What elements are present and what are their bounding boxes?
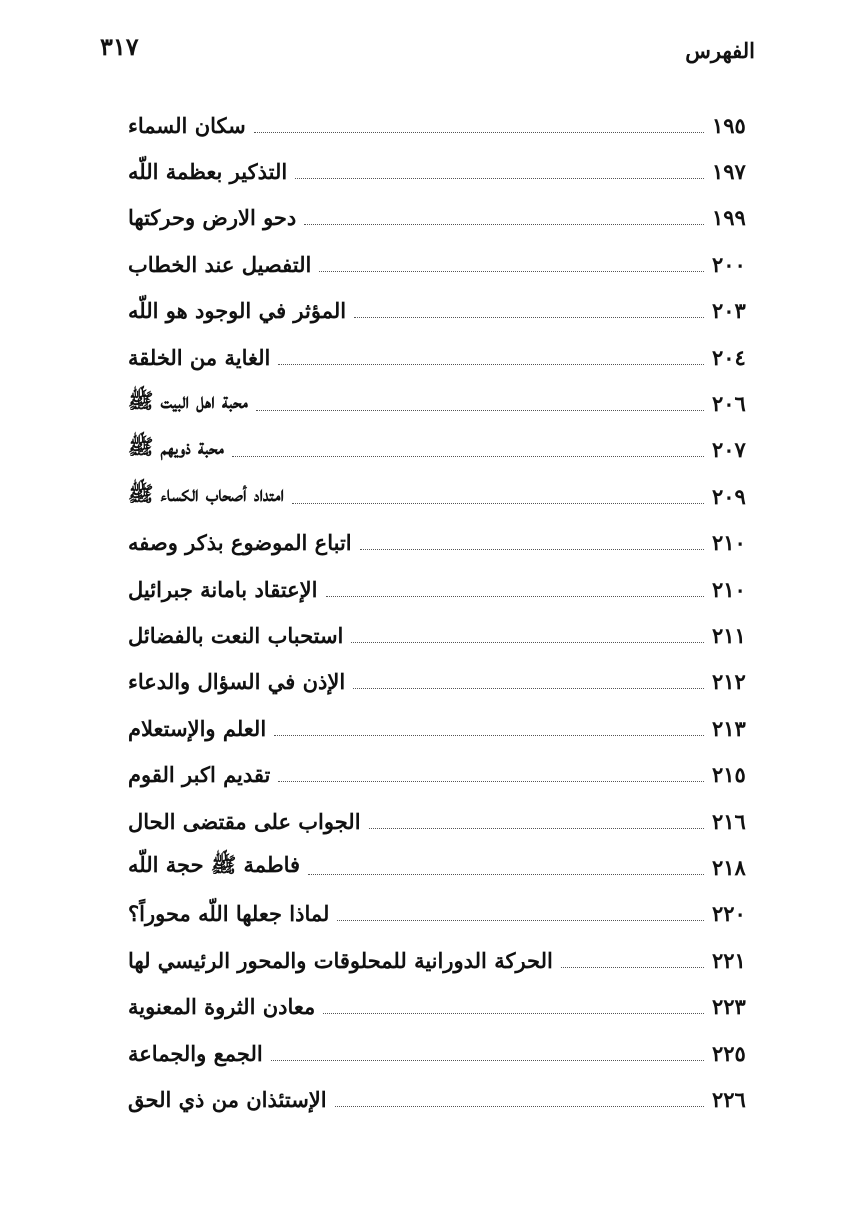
toc-entry-title: الجواب على مقتضى الحال bbox=[128, 808, 361, 834]
toc-entry-page: ٢٠٠ bbox=[712, 251, 746, 277]
dot-leader bbox=[335, 1106, 704, 1107]
toc-entry-page: ٢١٠ bbox=[712, 576, 746, 602]
dot-leader bbox=[360, 549, 704, 550]
toc-entry-title: معادن الثروة المعنوية bbox=[128, 994, 316, 1020]
toc-entry-page: ٢١٦ bbox=[712, 808, 746, 834]
toc-entry-title: الإذن في السؤال والدعاء bbox=[128, 669, 346, 695]
dot-leader bbox=[232, 456, 704, 457]
toc-entry-title: سكان السماء bbox=[128, 112, 246, 138]
toc-entry bbox=[128, 844, 760, 890]
page-number: ٣١٧ bbox=[100, 32, 139, 61]
dot-leader bbox=[278, 781, 704, 782]
dot-leader bbox=[337, 920, 704, 921]
toc-entry-title: المؤثر في الوجود هو اللّه bbox=[128, 298, 347, 324]
toc-entry-page: ٢١٥ bbox=[712, 762, 746, 788]
toc-entry-title: التذكير بعظمة اللّه bbox=[128, 159, 288, 185]
toc-entry-page: ١٩٥ bbox=[712, 112, 746, 138]
dot-leader bbox=[561, 967, 704, 968]
toc-entry bbox=[128, 798, 760, 844]
dot-leader bbox=[254, 132, 704, 133]
toc-entry bbox=[128, 891, 760, 937]
toc-entry bbox=[128, 751, 760, 797]
toc-entry-title: امتداد أصحاب الكساء ﷺ bbox=[128, 480, 284, 506]
toc-entry bbox=[128, 1076, 760, 1122]
toc-entry-page: ٢٢٥ bbox=[712, 1040, 746, 1066]
toc-entry-title: فاطمة ﷺ حجة اللّه bbox=[128, 851, 301, 877]
toc-entry-page: ٢١٣ bbox=[712, 715, 746, 741]
toc-entry bbox=[128, 380, 760, 426]
toc-entry-title: التفصيل عند الخطاب bbox=[128, 251, 312, 277]
toc-entry-page: ١٩٧ bbox=[712, 159, 746, 185]
dot-leader bbox=[351, 642, 704, 643]
toc-entry-page: ١٩٩ bbox=[712, 205, 746, 231]
toc-entry-title: الغاية من الخلقة bbox=[128, 344, 271, 370]
toc-entry-page: ٢٠٩ bbox=[712, 483, 746, 509]
toc-entry bbox=[128, 659, 760, 705]
toc-entry-page: ٢١١ bbox=[712, 622, 746, 648]
toc-entry bbox=[128, 288, 760, 334]
toc-entry-title: الجمع والجماعة bbox=[128, 1040, 263, 1066]
toc-entry bbox=[128, 334, 760, 380]
dot-leader bbox=[292, 503, 704, 504]
dot-leader bbox=[369, 828, 704, 829]
toc-entry-title: تقديم اكبر القوم bbox=[128, 762, 271, 788]
toc-entry bbox=[128, 520, 760, 566]
toc-entry bbox=[128, 241, 760, 287]
toc-entry bbox=[128, 566, 760, 612]
running-title: الفهرس bbox=[685, 38, 755, 63]
toc-entry bbox=[128, 102, 760, 148]
toc-entry bbox=[128, 195, 760, 241]
dot-leader bbox=[353, 688, 704, 689]
toc-entry-title: محبة اهل البيت ﷺ bbox=[128, 388, 248, 414]
dot-leader bbox=[256, 410, 704, 411]
toc-entry-page: ٢٠٧ bbox=[712, 437, 746, 463]
dot-leader bbox=[326, 596, 705, 597]
toc-entry-title: الإعتقاد بامانة جبرائيل bbox=[128, 576, 318, 602]
toc-entry-page: ٢١٢ bbox=[712, 669, 746, 695]
toc-entry-title: اتباع الموضوع بذكر وصفه bbox=[128, 530, 352, 556]
toc-entry-page: ٢٠٦ bbox=[712, 391, 746, 417]
toc-entry-page: ٢١٨ bbox=[712, 854, 746, 880]
dot-leader bbox=[319, 271, 704, 272]
toc-entry-title: العلم والإستعلام bbox=[128, 715, 267, 741]
toc-entry-page: ٢٠٣ bbox=[712, 298, 746, 324]
toc-entry-page: ٢٢٦ bbox=[712, 1086, 746, 1112]
table-of-contents bbox=[128, 102, 760, 1123]
toc-entry bbox=[128, 427, 760, 473]
dot-leader bbox=[278, 364, 704, 365]
toc-entry-page: ٢٢٣ bbox=[712, 994, 746, 1020]
toc-entry-page: ٢٠٤ bbox=[712, 344, 746, 370]
toc-entry bbox=[128, 1030, 760, 1076]
toc-entry-page: ٢١٠ bbox=[712, 530, 746, 556]
toc-entry-title: دحو الارض وحركتها bbox=[128, 205, 297, 231]
dot-leader bbox=[304, 224, 704, 225]
dot-leader bbox=[271, 1060, 704, 1061]
toc-entry-title: الحركة الدورانية للمحلوقات والمحور الرئيسي لها bbox=[128, 947, 553, 973]
dot-leader bbox=[295, 178, 704, 179]
toc-entry bbox=[128, 937, 760, 983]
dot-leader bbox=[308, 874, 704, 875]
toc-entry-page: ٢٢٠ bbox=[712, 901, 746, 927]
toc-entry bbox=[128, 705, 760, 751]
toc-entry-title: محبة ذويهم ﷺ bbox=[128, 434, 224, 460]
toc-entry bbox=[128, 983, 760, 1029]
toc-entry-title: استحباب النعت بالفضائل bbox=[128, 622, 344, 648]
toc-entry-title: لماذا جعلها اللّه محوراً؟ bbox=[128, 901, 330, 927]
dot-leader bbox=[274, 735, 704, 736]
dot-leader bbox=[323, 1013, 704, 1014]
toc-entry bbox=[128, 612, 760, 658]
toc-entry-page: ٢٢١ bbox=[712, 947, 746, 973]
dot-leader bbox=[354, 317, 704, 318]
toc-entry bbox=[128, 473, 760, 519]
toc-entry bbox=[128, 148, 760, 194]
toc-entry-title: الإستئذان من ذي الحق bbox=[128, 1086, 327, 1112]
